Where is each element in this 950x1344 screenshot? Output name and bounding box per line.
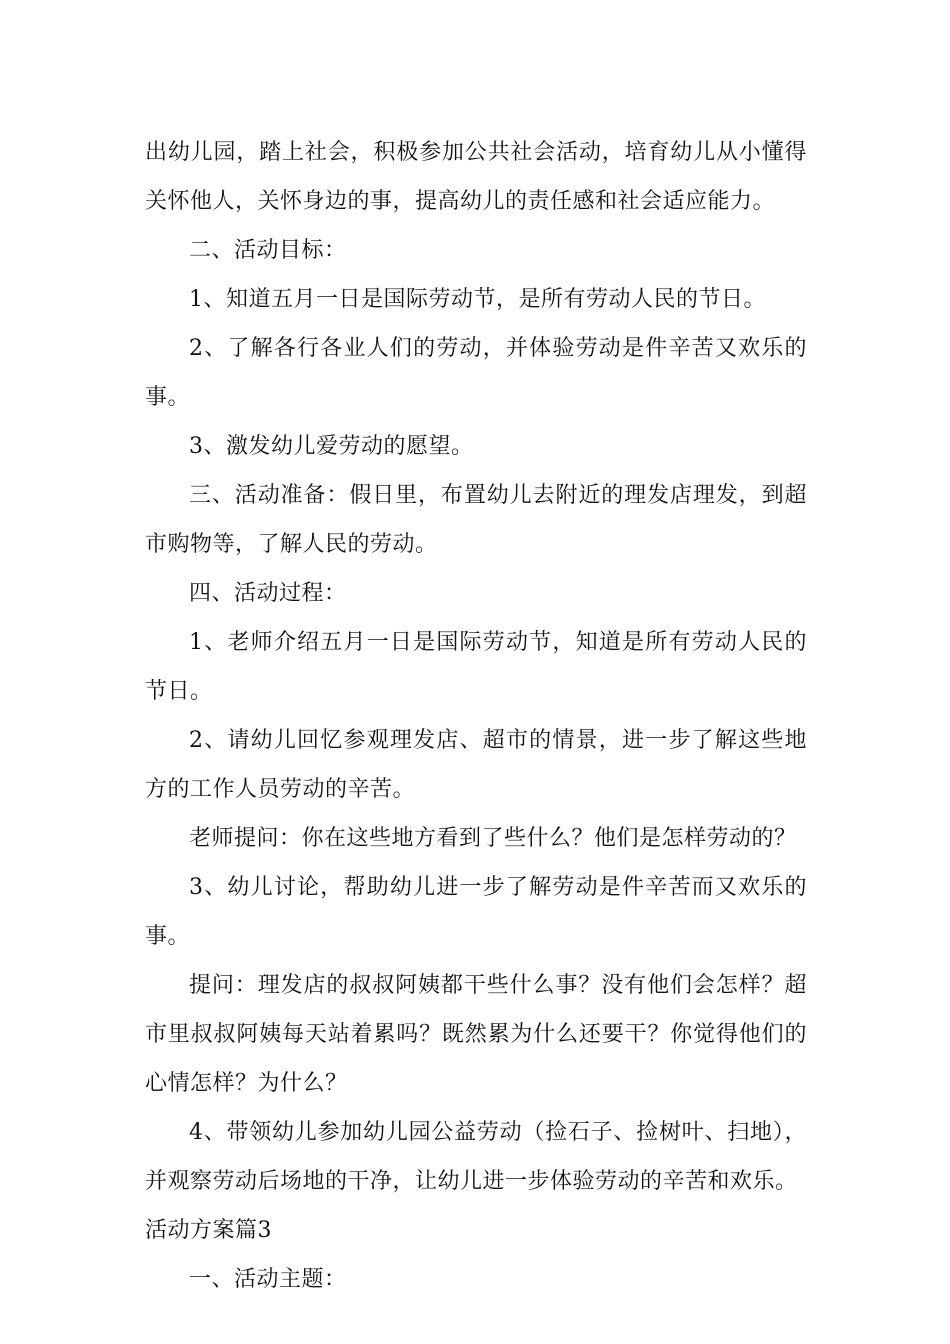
goal-item-3: 3、激发幼儿爱劳动的愿望。 (189, 434, 474, 459)
section-heading-theme: 一、活动主题： (189, 1267, 347, 1292)
paragraph-intro-continuation: 出幼儿园，踏上社会，积极参加公共社会活动，培育幼儿从小懂得关怀他人，关怀身边的事，提高幼儿的责任感和社会适应能力。 (145, 140, 807, 214)
document-body (145, 128, 807, 1304)
section-heading-process: 四、活动过程： (189, 581, 347, 606)
process-item-3: 3、幼儿讨论，帮助幼儿进一步了解劳动是件辛苦而又欢乐的事。 (145, 875, 807, 949)
process-item-2: 2、请幼儿回忆参观理发店、超市的情景，进一步了解这些地方的工作人员劳动的辛苦。 (145, 728, 807, 802)
section-preparation: 三、活动准备：假日里，布置幼儿去附近的理发店理发，到超市购物等，了解人民的劳动。 (145, 483, 807, 557)
plan-title-3: 活动方案篇3 (145, 1218, 272, 1243)
process-item-4: 4、带领幼儿参加幼儿园公益劳动（捡石子、捡树叶、扫地），并观察劳动后场地的干净，让幼儿进一步体验劳动的辛苦和欢乐。 (145, 1120, 807, 1194)
discussion-questions: 提问：理发店的叔叔阿姨都干些什么事？没有他们会怎样？超市里叔叔阿姨每天站着累吗？既然累为什么还要干？你觉得他们的心情怎样？为什么？ (145, 973, 807, 1096)
teacher-question: 老师提问：你在这些地方看到了些什么？他们是怎样劳动的？ (189, 826, 797, 851)
section-heading-goals: 二、活动目标： (189, 238, 347, 263)
goal-item-1: 1、知道五月一日是国际劳动节，是所有劳动人民的节日。 (189, 287, 766, 312)
goal-item-2: 2、了解各行各业人们的劳动，并体验劳动是件辛苦又欢乐的事。 (145, 336, 807, 410)
process-item-1: 1、老师介绍五月一日是国际劳动节，知道是所有劳动人民的节日。 (145, 630, 807, 704)
